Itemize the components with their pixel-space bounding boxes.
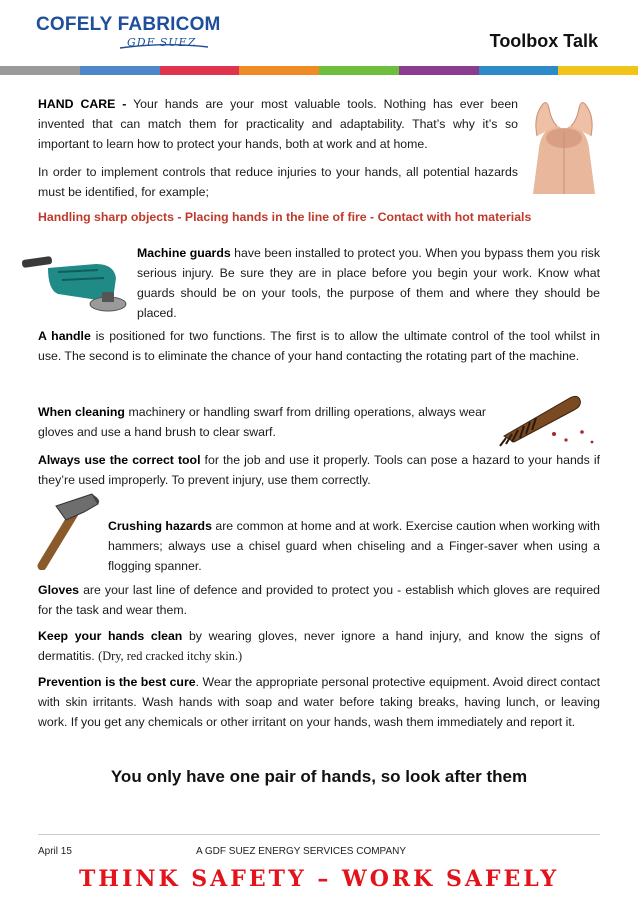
color-segment [0, 66, 80, 75]
handle-heading: A handle [38, 329, 91, 343]
color-segment [239, 66, 319, 75]
prevention-heading: Prevention is the best cure [38, 675, 196, 689]
crushing-text: are common at home and at work. Exercise caution when working with hammers; always use a chisel guard when chiseling and a Finger-saver when using a flogging spanner. [108, 519, 600, 573]
crushing-heading: Crushing hazards [108, 519, 212, 533]
color-segment [319, 66, 399, 75]
cleaning-text: machinery or handling swarf from drilling operations, always wear gloves and use a hand brush to clear swarf. [38, 405, 486, 439]
angle-grinder-image [18, 246, 130, 318]
handle-paragraph [38, 326, 600, 366]
clean-hands-text: by wearing gloves, never ignore a hand injury, and know the signs of dermatitis. [38, 629, 601, 663]
clean-hands-heading: Keep your hands clean [38, 629, 183, 643]
color-segment [80, 66, 160, 75]
footer-divider [38, 834, 600, 835]
color-segment [160, 66, 240, 75]
footer-company: A GDF SUEZ ENERGY SERVICES COMPANY [196, 846, 407, 857]
prevention-text: . Wear the appropriate personal protective equipment. Avoid direct contact with skin irritants. Wash hands with soap and water before taking breaks, having lunch, or leaving work. If you get any chemicals or other irritant on your hands, wash them immediately and report it. [38, 675, 600, 729]
correct-tool-text: for the job and use it properly. Tools can pose a hazard to your hands if they’re used improperly. To prevent injury, use them correctly. [38, 453, 600, 487]
intro-paragraph [38, 94, 518, 154]
intro-heading: HAND CARE - [38, 97, 127, 111]
clean-hands-paragraph [38, 626, 600, 666]
machine-guards-paragraph [137, 243, 600, 323]
logo-swoosh-icon [118, 44, 210, 50]
machine-guards-heading: Machine guards [137, 246, 231, 260]
gloves-paragraph [38, 580, 600, 620]
page-title: Toolbox Talk [489, 31, 598, 51]
color-segment [479, 66, 559, 75]
safety-slogan: THINK SAFETY – WORK SAFELY [78, 866, 560, 892]
crushing-paragraph [108, 516, 600, 576]
company-logo-text: COFELY FABRICOM [36, 14, 221, 35]
color-segment [399, 66, 479, 75]
correct-tool-heading: Always use the correct tool [38, 453, 201, 467]
footer-date: April 15 [38, 846, 72, 857]
hammer-image [36, 486, 102, 570]
handle-text: is positioned for two functions. The first is to allow the ultimate control of the tool whilst in use. The second is to eliminate the chance of your hand contacting the rotating part of the machine. [38, 329, 600, 363]
machine-guards-text: have been installed to protect you. When you bypass them you risk serious injury. Be sure they are in place before you begin your work. Know what guards should be on your tools, the purpose of them and where they should be placed. [137, 246, 600, 320]
hazards-list: Handling sharp objects - Placing hands in the line of fire - Contact with hot materials [38, 210, 532, 224]
correct-tool-paragraph [38, 450, 600, 490]
gloves-text: are your last line of defence and provided to protect you - establish which gloves are required for the task and wear them. [38, 583, 600, 617]
cleaning-heading: When cleaning [38, 405, 125, 419]
closing-statement: You only have one pair of hands, so look after them [110, 767, 528, 786]
gloves-heading: Gloves [38, 583, 80, 597]
prevention-paragraph [38, 672, 600, 732]
cupped-hands-image [527, 86, 601, 196]
logo-subtitle: GDF SUEZ [127, 36, 197, 49]
hand-brush-image [494, 384, 604, 450]
color-segment [558, 66, 638, 75]
color-bar [0, 66, 638, 75]
dermatitis-note: (Dry, red cracked itchy skin.) [98, 649, 243, 663]
intro-text: Your hands are your most valuable tools. Nothing has ever been invented that can match them for practicality and adaptability. That’s why it’s so important to learn how to protect your hands, both at work and at home. [38, 97, 518, 151]
cleaning-paragraph [38, 402, 486, 442]
controls-paragraph: In order to implement controls that reduce injuries to your hands, all potential hazards must be identified, for example; [38, 165, 518, 199]
